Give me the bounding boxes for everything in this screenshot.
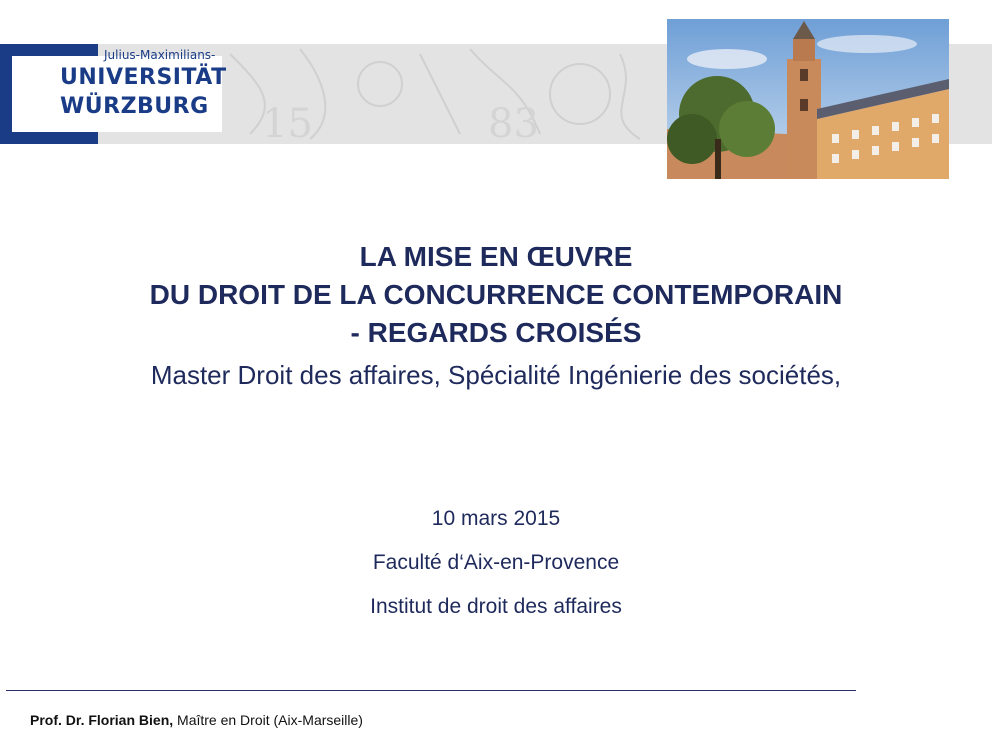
logo-wuerzburg: WÜRZBURG [60,94,209,119]
logo-small-text: Julius-Maximilians- [104,48,216,62]
title-line-2: DU DROIT DE LA CONCURRENCE CONTEMPORAIN [149,279,843,310]
title-block [0,238,992,352]
subtitle: Master Droit des affaires, Spécialité Ingénierie des sociétés, [150,360,842,390]
title-line-1: LA MISE EN ŒUVRE [359,241,633,272]
title-line-3: - REGARDS CROISÉS [350,317,642,348]
footer-divider [6,690,856,691]
university-photo [667,19,949,179]
institute: Institut de droit des affaires [370,595,622,618]
date: 10 mars 2015 [431,507,561,530]
faculty: Faculté d‘Aix-en-Provence [372,551,620,574]
band-number-2: 83 [488,101,539,144]
band-number-1: 15 [262,101,313,144]
footer-role: Maître en Droit (Aix-Marseille) [173,712,363,728]
logo-university: UNIVERSITÄT [60,65,227,90]
footer-name: Prof. Dr. Florian Bien, [30,712,174,728]
footer [30,712,363,728]
